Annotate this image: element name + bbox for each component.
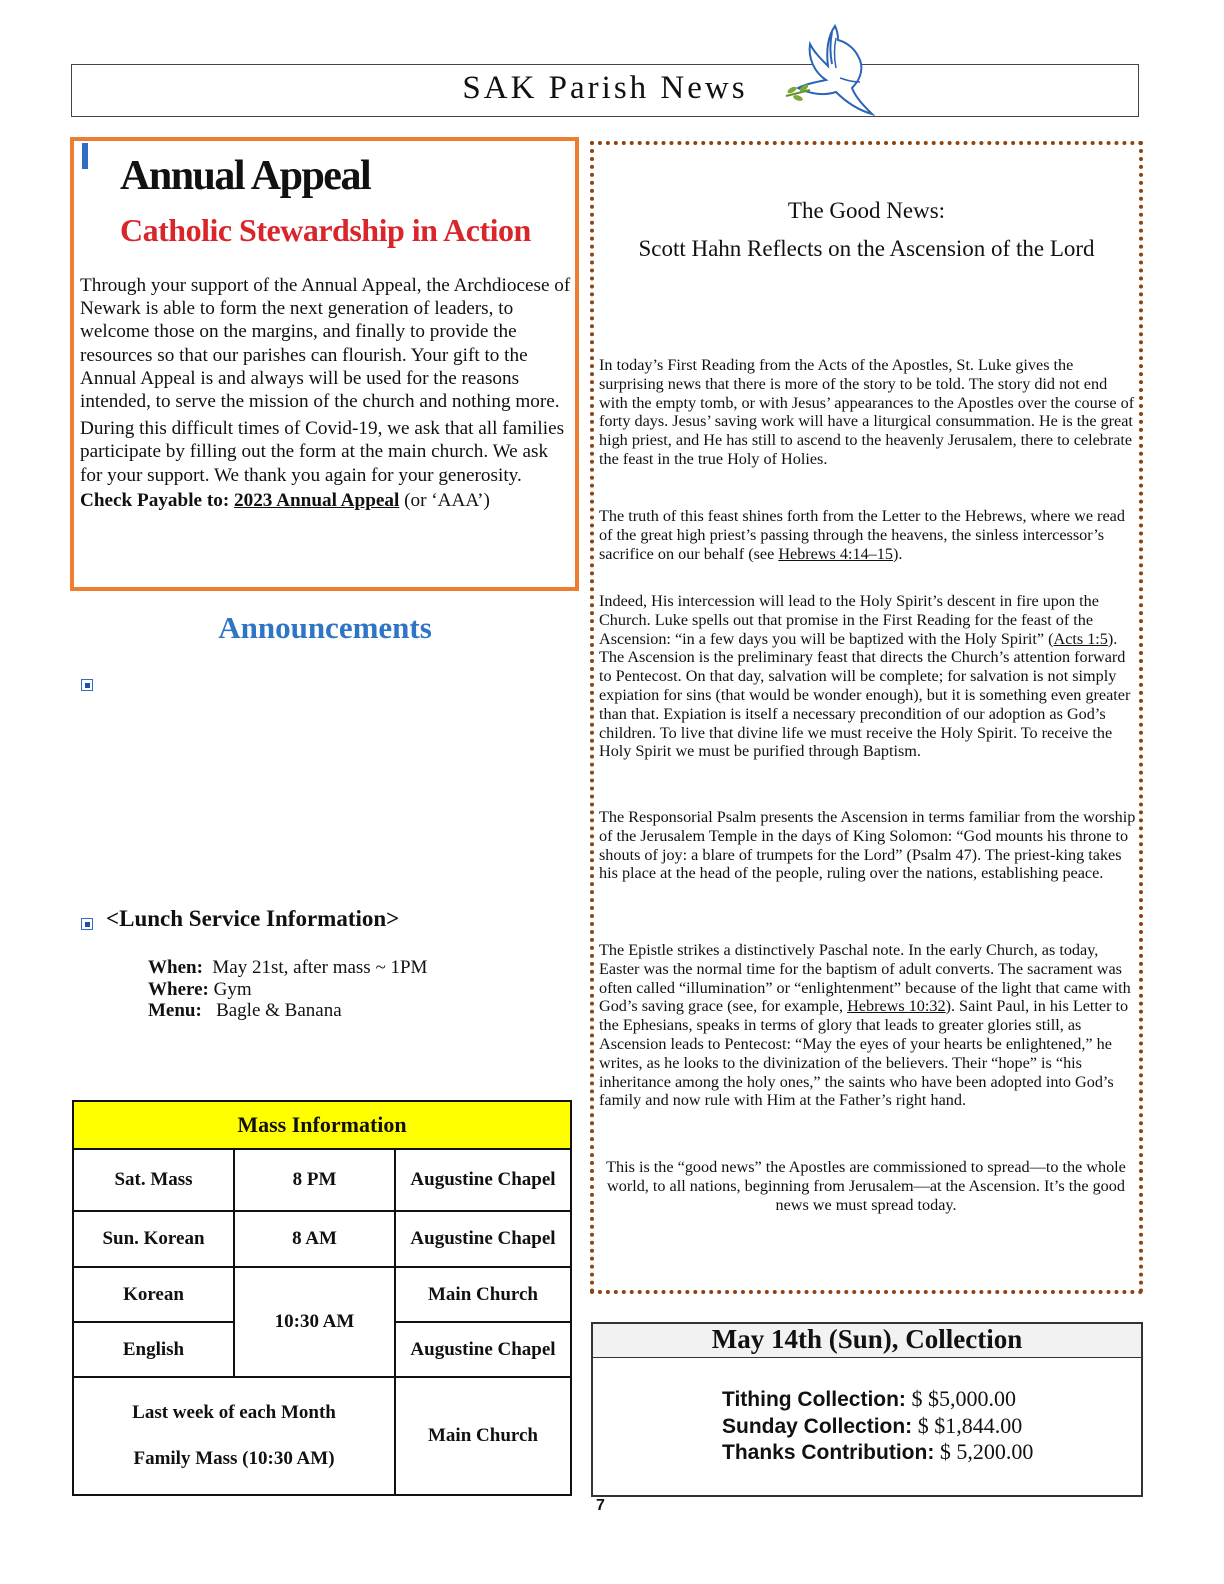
check-note: (or ‘AAA’) bbox=[404, 489, 490, 511]
tithing-value: $ $5,000.00 bbox=[911, 1386, 1016, 1411]
scripture-reference-link[interactable]: Hebrews 10:32 bbox=[847, 997, 946, 1016]
mass-cell: Augustine Chapel bbox=[396, 1150, 570, 1212]
annual-appeal-title: Annual Appeal bbox=[120, 153, 371, 199]
paragraph-text: The truth of this feast shines forth from the Letter to the Hebrews, where we read of the great high priest’s passing through the heavens, the sinless intercessor’s sacrifice on our behalf (see bbox=[599, 507, 1125, 563]
article-closing-paragraph: This is the “good news” the Apostles are commissioned to spread—to the whole world, to all nations, beginning from Jerusalem—at the Ascension. It’s the good news we must spread today. bbox=[606, 1158, 1126, 1214]
menu-label: Menu: bbox=[148, 1000, 202, 1021]
article-paragraph: The Responsorial Psalm presents the Ascension in terms familiar from the worship of the Jerusalem Temple in the days of King Solomon: “God mounts his throne to shouts of joy: a blare of trumpets for the Lord” (Psalm 47). The priest-king takes his place at the head of the people, ruling over the nations, establishing peace. bbox=[599, 808, 1136, 883]
article-subtitle: Scott Hahn Reflects on the Ascension of the Lord bbox=[638, 236, 1095, 261]
mass-information-table bbox=[72, 1100, 572, 1496]
tithing-row bbox=[722, 1386, 1033, 1413]
article-paragraph bbox=[599, 941, 1139, 1110]
appeal-paragraph: Through your support of the Annual Appeal, the Archdiocese of Newark is able to form the next generation of leaders, to welcome those on the margins, and finally to provide the resources so that our parishes can flourish. Your gift to the Annual Appeal is and always will be used for the reasons intended, to serve the mission of the church and nothing more. bbox=[80, 275, 571, 413]
mass-cell: Main Church bbox=[428, 1425, 538, 1446]
lunch-menu-row bbox=[148, 1000, 427, 1022]
article-paragraph bbox=[599, 507, 1139, 563]
mass-cell: Augustine Chapel bbox=[396, 1323, 570, 1378]
article-title: The Good News: bbox=[787, 198, 946, 223]
sunday-label: Sunday Collection: bbox=[722, 1414, 913, 1438]
paragraph-text: The Epistle strikes a distinctively Paschal note. In the early Church, as today, Easter was the normal time for the baptism of adult converts. The sacrament was often called “illumination” or “enlightenment” because of the light that came with God’s saving grace (see, for example, bbox=[599, 941, 1131, 1016]
sunday-row bbox=[722, 1413, 1033, 1440]
check-payable-line bbox=[80, 489, 572, 512]
thanks-row bbox=[722, 1439, 1033, 1466]
annual-appeal-body bbox=[80, 274, 572, 512]
when-value: May 21st, after mass ~ 1PM bbox=[212, 957, 428, 978]
menu-value: Bagle & Banana bbox=[216, 1000, 342, 1021]
annual-appeal-subtitle: Catholic Stewardship in Action bbox=[120, 212, 531, 248]
lunch-service-heading: <Lunch Service Information> bbox=[106, 906, 400, 931]
lunch-when-row bbox=[148, 957, 427, 979]
thanks-label: Thanks Contribution: bbox=[722, 1441, 935, 1464]
collection-heading: May 14th (Sun), Collection bbox=[593, 1324, 1141, 1358]
sunday-value: $ $1,844.00 bbox=[917, 1412, 1023, 1438]
appeal-paragraph: During this difficult times of Covid-19, we ask that all families participate by filling out the form at the main church. We ask for your support. We thank you again for your generosity. bbox=[80, 418, 565, 486]
mass-cell: Augustine Chapel bbox=[396, 1212, 570, 1268]
lunch-where-row bbox=[148, 979, 427, 1001]
where-label: Where: bbox=[148, 978, 209, 1000]
article-paragraph bbox=[599, 592, 1139, 761]
article-paragraph: In today’s First Reading from the Acts of the Apostles, St. Luke gives the surprising news that there is more of the story to be told. The story did not end with the empty tomb, or with Jesus’ appearances to the Apostles over the course of forty days. Jesus’ saving work will have a liturgical consummation. He is the great high priest, and He has still to ascend to the heavenly Jerusalem, there to celebrate the feast in the true Holy of Holies. bbox=[599, 356, 1135, 468]
family-mass-line: Family Mass (10:30 AM) bbox=[133, 1448, 335, 1469]
paragraph-text: ). Saint Paul, in his Letter to the Ephesians, speaks in terms of glory that leads to greater glories still, as Ascension leads to Pentecost: “May the eyes of your hearts be enlightened,” he writes, as he looks to the divinization of the believers. Their “hope” is “his inheritance among the holy ones,” the saints who have been adopted into God’s family and now rule with Him at the Father’s right hand. bbox=[599, 997, 1129, 1110]
thanks-value: $ 5,200.00 bbox=[939, 1439, 1034, 1464]
check-label: Check Payable to: bbox=[80, 489, 230, 511]
collection-amounts bbox=[722, 1386, 1033, 1466]
mass-cell: English bbox=[74, 1323, 235, 1378]
mass-cell: Sun. Korean bbox=[74, 1212, 235, 1268]
mass-cell-family bbox=[74, 1378, 396, 1494]
mass-cell: 8 AM bbox=[235, 1212, 396, 1268]
announcements-heading: Announcements bbox=[218, 610, 432, 645]
when-label: When: bbox=[148, 957, 203, 978]
paragraph-text: ). The Ascension is the preliminary feast that directs the Church’s attention forward to Pentecost. On that day, salvation will be complete; for salvation is not simply expiation for sins (that would be wonder enough), but it is something even greater than that. Expiation is itself a necessary precondition of our adoption as God’s children. To live that divine life we must receive the Holy Spirit. To receive the Holy Spirit we must be purified through Baptism. bbox=[599, 629, 1131, 761]
lunch-details bbox=[148, 957, 427, 1022]
scripture-reference-link[interactable]: Acts 1:5 bbox=[1053, 629, 1108, 648]
mass-cell: Main Church bbox=[396, 1268, 570, 1323]
newsletter-title: SAK Parish News bbox=[462, 70, 748, 106]
mass-cell: 8 PM bbox=[235, 1150, 396, 1212]
square-bullet-icon bbox=[81, 918, 93, 930]
paragraph-text: Indeed, His intercession will lead to the Holy Spirit’s descent in fire upon the Church. Luke spells out that promise in the First Reading for the feast of the Ascension: “in a few days you will be baptized with the Holy Spirit” ( bbox=[599, 592, 1099, 648]
family-mass-line: Last week of each Month bbox=[132, 1402, 336, 1423]
mass-cell: Korean bbox=[74, 1268, 235, 1323]
paragraph-text: ). bbox=[892, 544, 903, 563]
page-number: 7 bbox=[596, 1497, 605, 1514]
scripture-reference-link[interactable]: Hebrews 4:14–15 bbox=[778, 544, 893, 563]
mass-cell: Sat. Mass bbox=[74, 1150, 235, 1212]
check-payee: 2023 Annual Appeal bbox=[234, 489, 400, 511]
mass-cell: 10:30 AM bbox=[235, 1268, 396, 1378]
mass-table-header: Mass Information bbox=[74, 1102, 570, 1150]
where-value: Gym bbox=[213, 978, 252, 1000]
square-bullet-icon bbox=[81, 679, 93, 691]
tithing-label: Tithing Collection: bbox=[722, 1388, 906, 1411]
dove-with-olive-branch-icon bbox=[780, 22, 880, 122]
text-cursor-mark bbox=[82, 143, 88, 169]
